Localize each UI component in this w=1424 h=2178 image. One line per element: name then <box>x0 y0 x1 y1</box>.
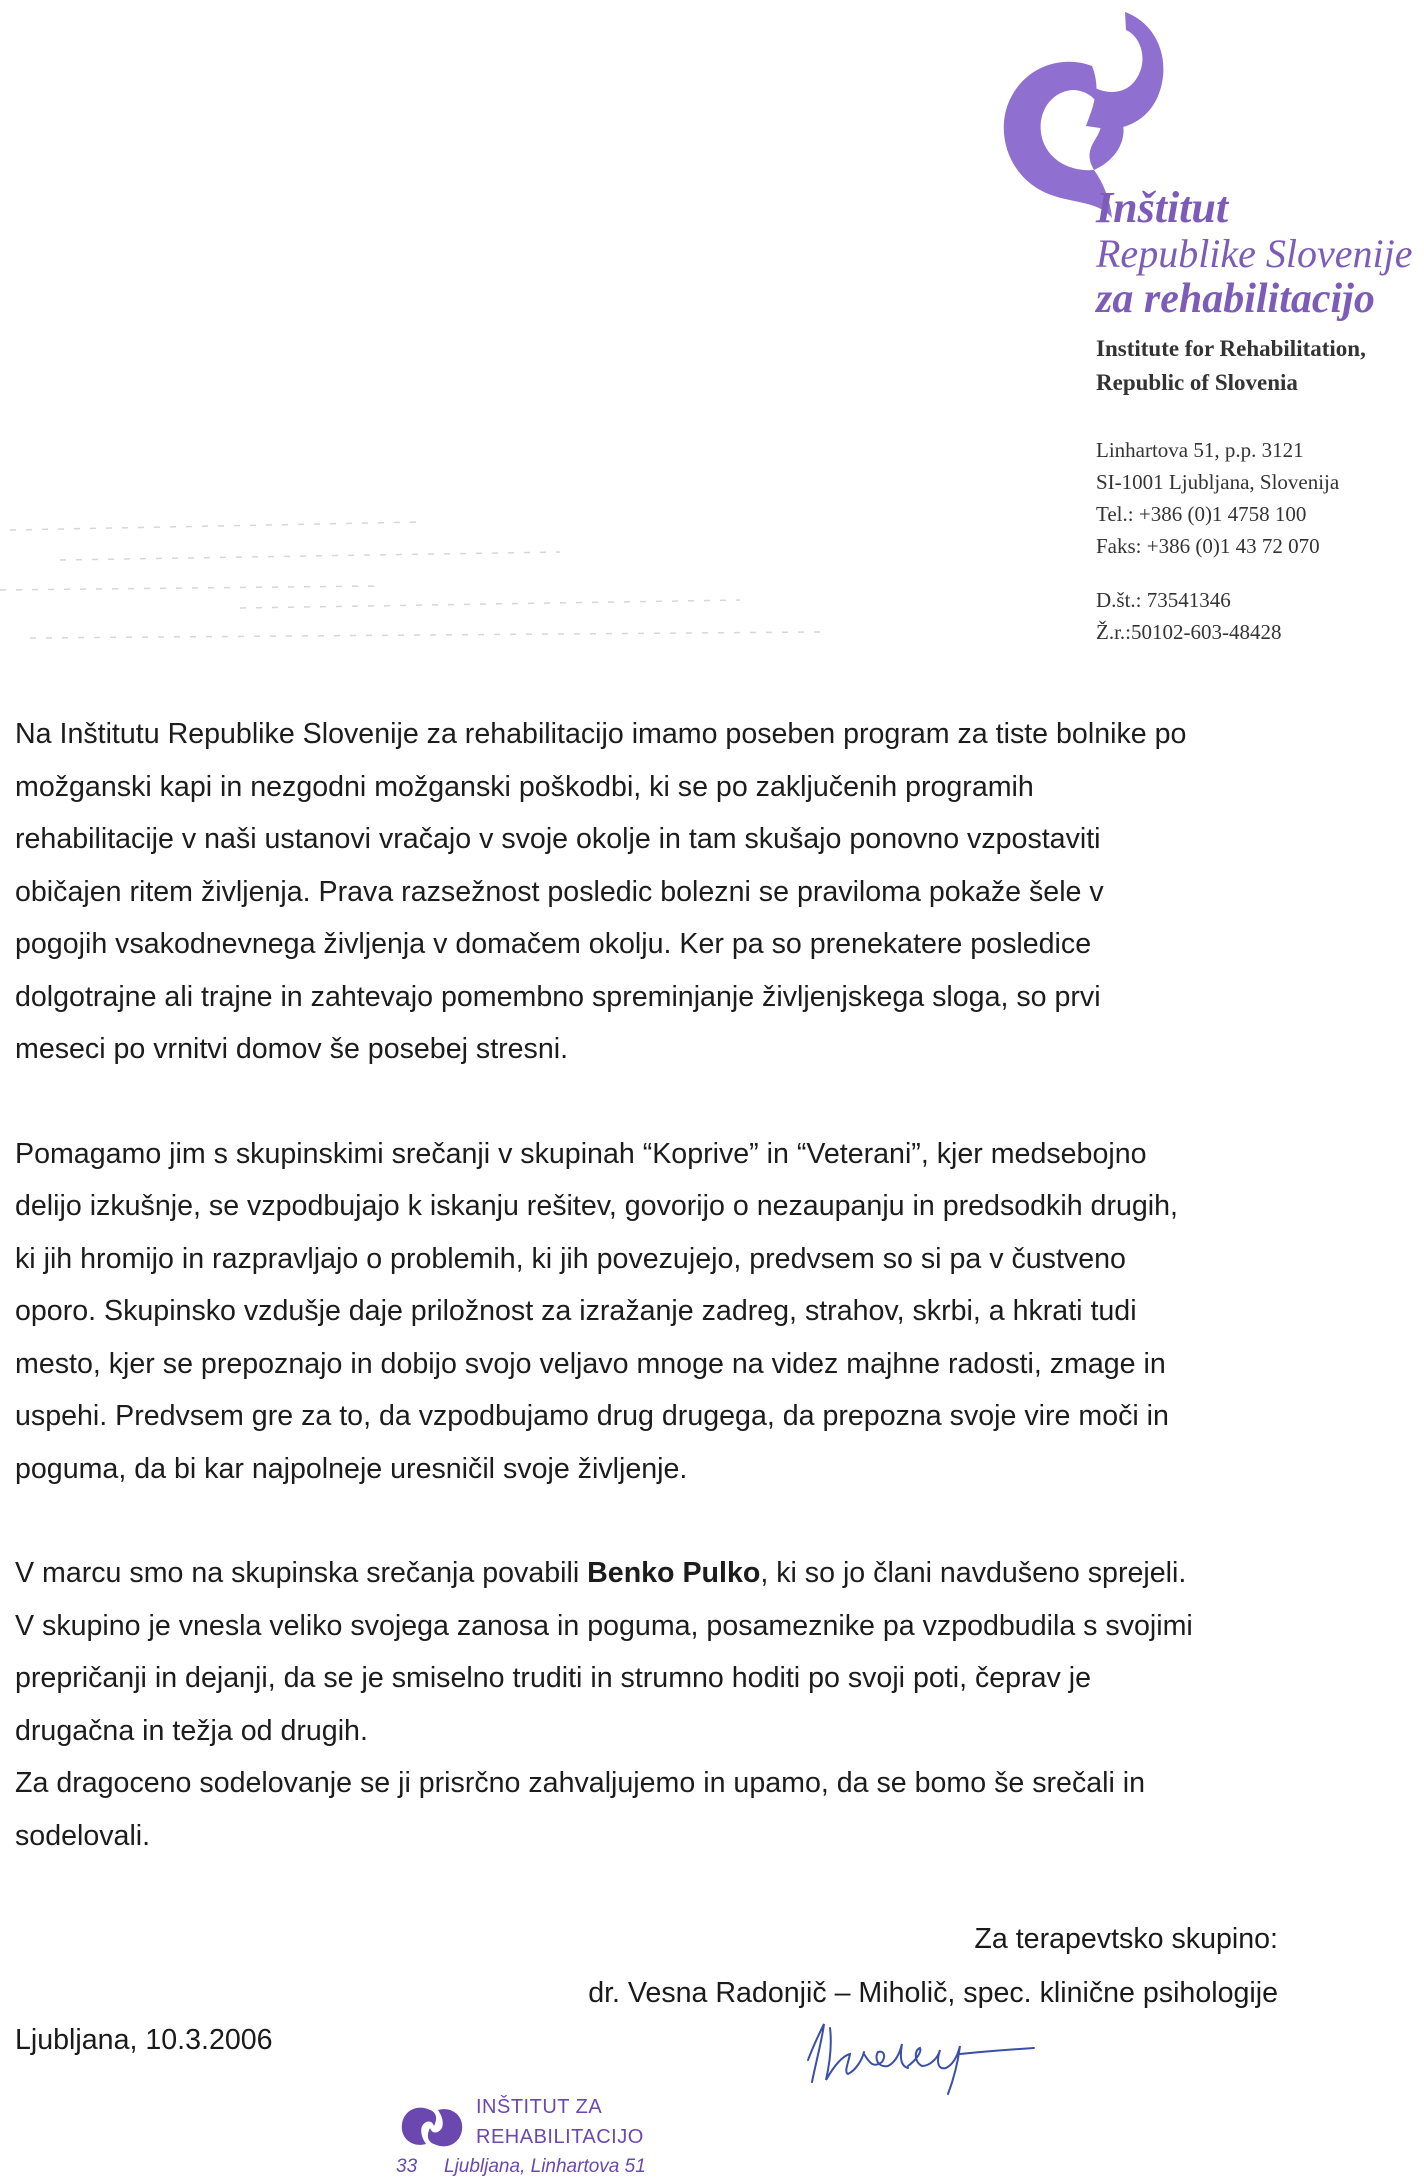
text-line: ki jih hromijo in razpravljajo o problemih, ki jih povezujejo, predvsem so si pa v čustveno <box>15 1242 1126 1275</box>
institute-name <box>1096 183 1413 322</box>
address-line2: SI-1001 Ljubljana, Slovenija <box>1096 470 1340 494</box>
tax-number-line: D.št.: 73541346 <box>1096 588 1231 612</box>
fax-line: Faks: +386 (0)1 43 72 070 <box>1096 534 1320 558</box>
text-line: mesto, kjer se prepoznajo in dobijo svojo veljavo mnoge na videz majhne radosti, zmage in <box>15 1347 1166 1380</box>
text-line: možganski kapi in nezgodni možganski poškodbi, ki se po zaključenih programih <box>15 770 1034 803</box>
text-line: uspehi. Predvsem gre za to, da vzpodbujamo drug drugega, da prepozna svoje vire moči in <box>15 1400 1169 1432</box>
address-line1: Linhartova 51, p.p. 3121 <box>1096 438 1304 462</box>
english-name-line1: Institute for Rehabilitation, <box>1096 336 1366 361</box>
english-name-line2: Republic of Slovenia <box>1096 370 1298 395</box>
text-line: oporo. Skupinsko vzdušje daje priložnost za izražanje zadreg, strahov, skrbi, a hkrati tudi <box>15 1295 1137 1327</box>
text-line: običajen ritem življenja. Prava razsežnost posledic bolezni se praviloma pokaže šele v <box>15 875 1104 908</box>
account-line: Ž.r.:50102-603-48428 <box>1096 620 1282 644</box>
text-line: poguma, da bi kar najpolneje uresničil svoje življenje. <box>15 1452 688 1485</box>
stamp-line2: REHABILITACIJO <box>476 2126 644 2148</box>
phone-line: Tel.: +386 (0)1 4758 100 <box>1096 502 1307 526</box>
institute-name-line1: Inštitut <box>1096 183 1229 232</box>
closing-block <box>588 1912 1278 2020</box>
guest-name: Benko Pulko <box>587 1557 761 1589</box>
institute-name-line2: Republike Slovenije <box>1096 231 1413 276</box>
stamp-logo-icon <box>400 2104 464 2150</box>
text-line: Za dragoceno sodelovanje se ji prisrčno zahvaljujemo in upamo, da se bomo še srečali in <box>15 1767 1146 1799</box>
contact-spacer <box>1096 562 1339 584</box>
signatory-line: dr. Vesna Radonjič – Miholič, spec. klinične psihologije <box>588 1977 1278 2009</box>
text-line: delijo izkušnje, se vzpodbujajo k iskanju rešitev, govorijo o nezaupanju in predsodkih drugih, <box>15 1190 1178 1222</box>
text-line-with-name <box>15 1547 1395 1600</box>
text-line: meseci po vrnitvi domov še posebej stresni. <box>15 1033 569 1065</box>
text-line: Na Inštitutu Republike Slovenije za rehabilitacijo imamo poseben program za tiste bolnike po <box>15 718 1187 750</box>
text-line: dolgotrajne ali trajne in zahtevajo pomembno spreminjanje življenjskega sloga, so prvi <box>15 980 1101 1013</box>
text-fragment: V marcu smo na skupinska srečanja povabili <box>15 1557 588 1589</box>
text-line: sodelovali. <box>15 1819 151 1852</box>
paragraph-3 <box>15 1547 1395 1862</box>
stamp-line3: Ljubljana, Linhartova 51 <box>444 2156 646 2177</box>
text-fragment: , ki so jo člani navdušeno sprejeli. <box>760 1557 1187 1589</box>
paragraph-2 <box>15 1128 1395 1496</box>
paragraph-1 <box>15 708 1395 1076</box>
handwritten-signature <box>790 2010 1050 2100</box>
text-line: prepričanji in dejanji, da se je smiselno truditi in strumno hoditi po svoji poti, čeprav je <box>15 1662 1091 1694</box>
text-line: drugačna in težja od drugih. <box>15 1714 368 1747</box>
contact-block <box>1096 434 1339 648</box>
stamp-line1: INŠTITUT ZA <box>476 2096 603 2118</box>
institute-name-line3: za rehabilitacijo <box>1096 276 1375 322</box>
place-date: Ljubljana, 10.3.2006 <box>15 2024 273 2056</box>
text-line: rehabilitacije v naši ustanovi vračajo v svoje okolje in tam skušajo ponovno vzpostaviti <box>15 823 1101 855</box>
letterhead <box>0 0 1424 660</box>
text-line: pogojih vsakodnevnega življenja v domačem okolju. Ker pa so prenekatere posledice <box>15 928 1092 960</box>
text-line: Pomagamo jim s skupinskimi srečanji v skupinah “Koprive” in “Veterani”, kjer medsebojno <box>15 1137 1147 1170</box>
letter-body <box>15 708 1395 1862</box>
stamp-number: 33 <box>396 2156 418 2177</box>
scan-artifact-lines <box>0 490 820 650</box>
closing-line1: Za terapevtsko skupino: <box>974 1923 1278 1955</box>
text-line: V skupino je vnesla veliko svojega zanosa in poguma, posameznike pa vzpodbudila s svojimi <box>15 1609 1193 1642</box>
institute-stamp <box>396 2092 716 2176</box>
institute-english-name <box>1096 332 1366 400</box>
